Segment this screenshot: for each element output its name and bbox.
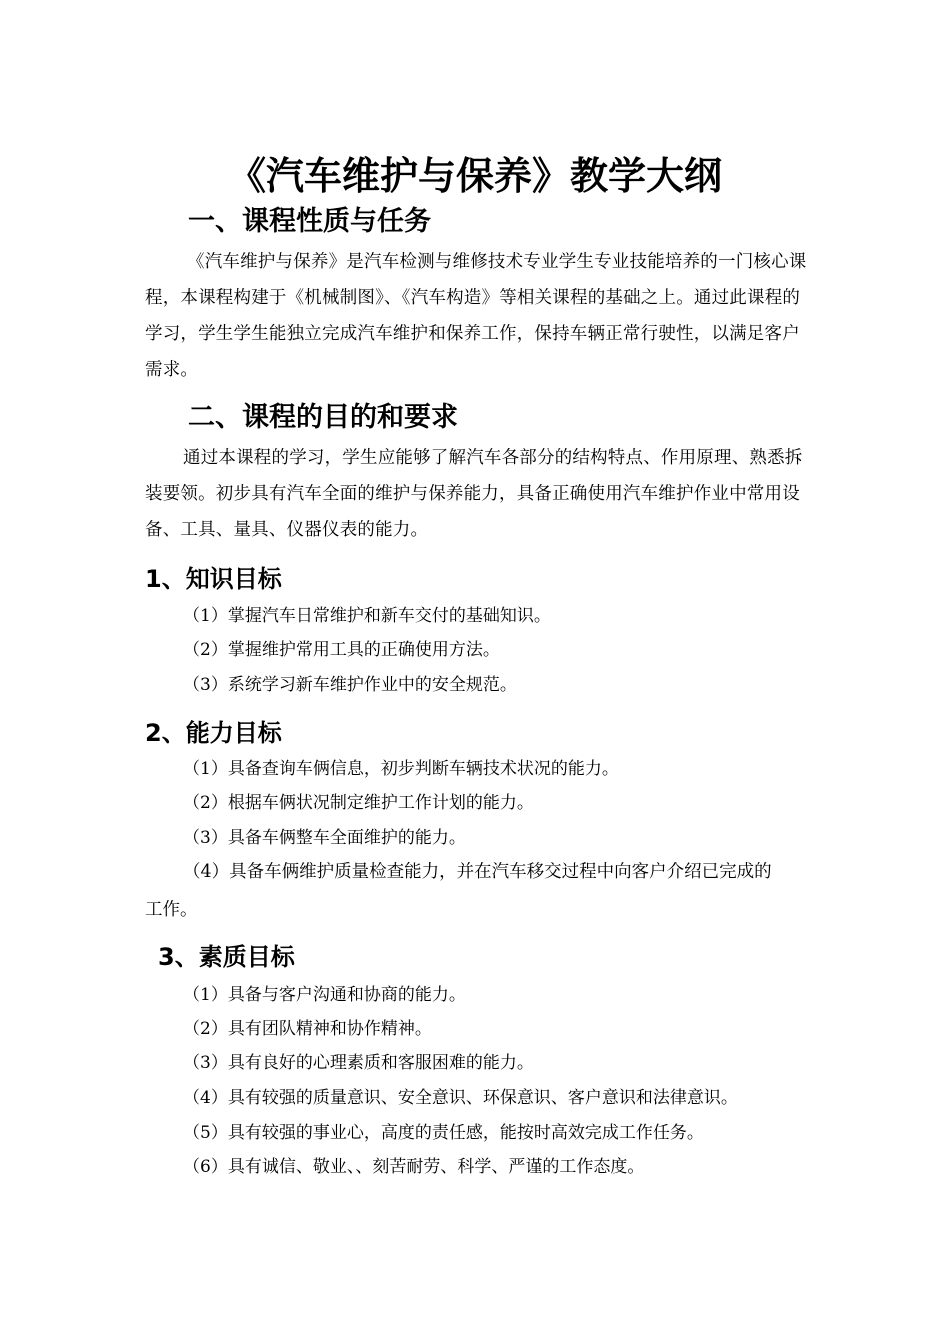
quality-item: （6）具有诚信、敬业、、刻苦耐劳、科学、严谨的工作态度。 [183, 1157, 645, 1177]
ability-item: （2）根据车俩状况制定维护工作计划的能力。 [183, 793, 534, 813]
quality-item: （1）具备与客户沟通和协商的能力。 [183, 985, 466, 1005]
section1-line: 课程的学习，学生学生能独立完成汽车维护和保养工作，保持车辆正常行驶性， [145, 288, 801, 344]
ability-item: （1）具备查询车俩信息，初步判断车辆技术状况的能力。 [183, 759, 619, 779]
section2-line: 通过本课程的学习，学生应能够了解汽车各部分的结构特点、作用原理、熟 [183, 448, 768, 468]
quality-item: （3）具有良好的心理素质和客服困难的能力。 [183, 1053, 534, 1073]
section-heading-objectives: 二、课程的目的和要求 [188, 402, 458, 433]
section1-paragraph [145, 244, 811, 388]
heading-quality-goals: 3、素质目标 [158, 943, 295, 971]
section-heading-course-nature: 一、课程性质与任务 [188, 206, 431, 237]
heading-ability-goals: 2、能力目标 [145, 719, 282, 747]
ability-item-4-line1: （4）具备车俩维护质量检查能力，并在汽车移交过程中向客户介绍已完成的 [183, 862, 772, 882]
quality-item: （5）具有较强的事业心，高度的责任感，能按时高效完成工作任务。 [183, 1123, 704, 1143]
ability-item: （3）具备车俩整车全面维护的能力。 [183, 828, 466, 848]
ability-item-4-line2: 工作。 [145, 900, 198, 920]
quality-item: （4）具有较强的质量意识、安全意识、环保意识、客户意识和法律意识。 [183, 1088, 738, 1108]
knowledge-item: （3）系统学习新车维护作业中的安全规范。 [183, 675, 517, 695]
section2-line: 中常用设备、工具、量具、仪器仪表的能力。 [145, 484, 800, 540]
page-title: 《汽车维护与保养》教学大纲 [227, 154, 722, 198]
knowledge-item: （2）掌握维护常用工具的正确使用方法。 [183, 640, 500, 660]
section1-line: 《汽车维护与保养》是汽车检测与维修技术专业学生专业技能培养的一门核 [187, 252, 772, 272]
section1-line: 心课程，本课程构建于《机械制图》、《汽车构造》等相关课程的基础之上。通过此 [145, 252, 807, 308]
quality-item: （2）具有团队精神和协作精神。 [183, 1019, 432, 1039]
knowledge-item: （1）掌握汽车日常维护和新车交付的基础知识。 [183, 606, 551, 626]
section2-paragraph [145, 440, 811, 548]
section2-line: 悉拆装要领。初步具有汽车全面的维护与保养能力，具备正确使用汽车维护作业 [145, 448, 803, 504]
heading-knowledge-goals: 1、知识目标 [145, 565, 282, 593]
section1-line: 以满足客户需求。 [145, 324, 800, 380]
